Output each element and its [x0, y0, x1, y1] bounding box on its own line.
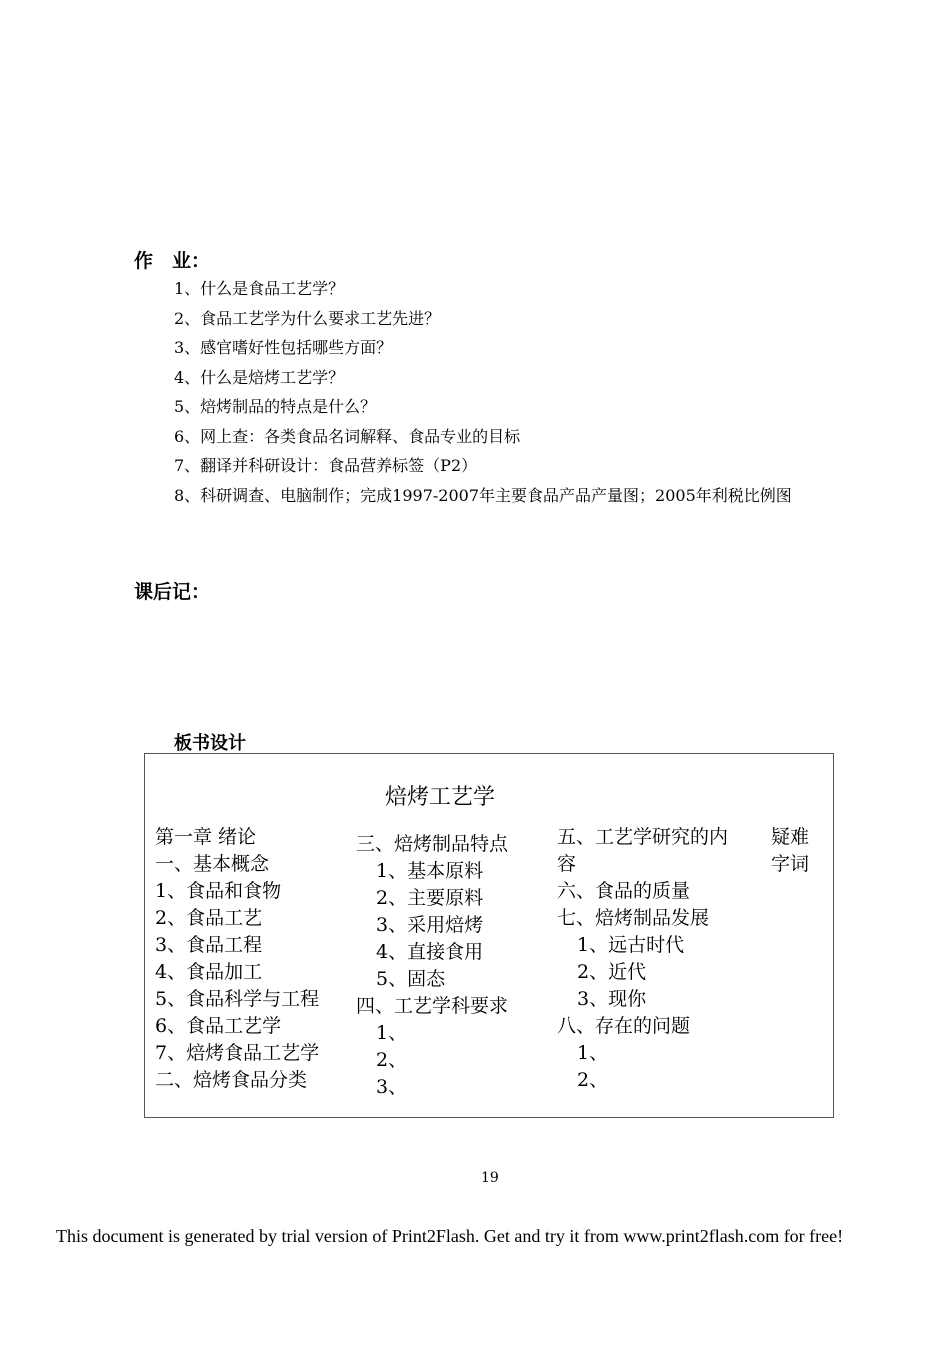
trial-footer: This document is generated by trial version of Print2Flash. Get and try it from www.print2flash.com for free! — [56, 1226, 844, 1246]
homework-heading: 作 业： — [134, 250, 211, 272]
homework-item: 1、什么是食品工艺学？ — [174, 279, 345, 298]
page-number: 19 — [481, 1170, 499, 1186]
board-heading: 板书设计 — [174, 733, 246, 754]
board-column-3 — [557, 824, 728, 1094]
homework-item: 2、食品工艺学为什么要求工艺先进？ — [174, 308, 441, 328]
board-line: 四、工艺学科要求 — [356, 995, 509, 1017]
board-line: 2、 — [376, 1049, 408, 1071]
board-line: 字词 — [771, 853, 810, 875]
board-line: 八、存在的问题 — [557, 1015, 691, 1037]
homework-item: 7、翻译并科研设计：食品营养标签（P2） — [174, 456, 478, 475]
board-column-1 — [155, 824, 319, 1094]
homework-item: 8、科研调查、电脑制作；完成1997-2007年主要食品产品产量图；2005年利税比例图 — [174, 485, 792, 505]
board-title: 焙烤工艺学 — [385, 785, 496, 810]
board-line: 7、焙烤食品工艺学 — [155, 1042, 320, 1064]
board-design-box — [144, 753, 834, 1118]
board-line: 3、现你 — [577, 988, 647, 1010]
homework-item: 4、什么是焙烤工艺学？ — [174, 367, 345, 387]
board-line: 3、采用焙烤 — [376, 914, 484, 936]
board-line: 4、食品加工 — [155, 961, 263, 983]
board-line: 六、食品的质量 — [557, 880, 691, 902]
board-line: 5、固态 — [376, 968, 446, 990]
board-column-4 — [771, 824, 809, 878]
board-line: 二、焙烤食品分类 — [155, 1069, 308, 1091]
notes-heading: 课后记： — [134, 581, 211, 603]
board-line: 3、食品工程 — [155, 934, 263, 956]
board-line: 1、食品和食物 — [155, 880, 282, 902]
board-line: 疑难 — [771, 826, 810, 848]
board-line: 2、主要原料 — [376, 887, 484, 909]
board-line: 1、 — [376, 1022, 408, 1044]
board-line: 1、基本原料 — [376, 860, 484, 882]
board-line: 三、焙烤制品特点 — [356, 833, 509, 855]
board-column-2 — [356, 831, 508, 1101]
board-line: 2、食品工艺 — [155, 907, 263, 929]
board-line: 五、工艺学研究的内 — [557, 826, 729, 848]
homework-item: 3、感官嗜好性包括哪些方面？ — [174, 338, 393, 357]
homework-item: 5、焙烤制品的特点是什么？ — [174, 397, 377, 416]
board-line: 5、食品科学与工程 — [155, 988, 320, 1010]
homework-item: 6、网上查：各类食品名词解释、食品专业的目标 — [174, 426, 521, 446]
board-line: 4、直接食用 — [376, 941, 484, 963]
board-line: 容 — [557, 853, 577, 875]
board-line: 2、近代 — [577, 961, 647, 983]
board-line: 1、 — [577, 1042, 609, 1064]
board-line: 七、焙烤制品发展 — [557, 907, 710, 929]
board-line: 2、 — [577, 1069, 609, 1091]
board-line: 1、远古时代 — [577, 934, 685, 956]
board-line: 3、 — [376, 1076, 408, 1098]
board-line: 一、基本概念 — [155, 853, 270, 875]
board-line: 第一章 绪论 — [155, 826, 257, 848]
board-line: 6、食品工艺学 — [155, 1015, 282, 1037]
